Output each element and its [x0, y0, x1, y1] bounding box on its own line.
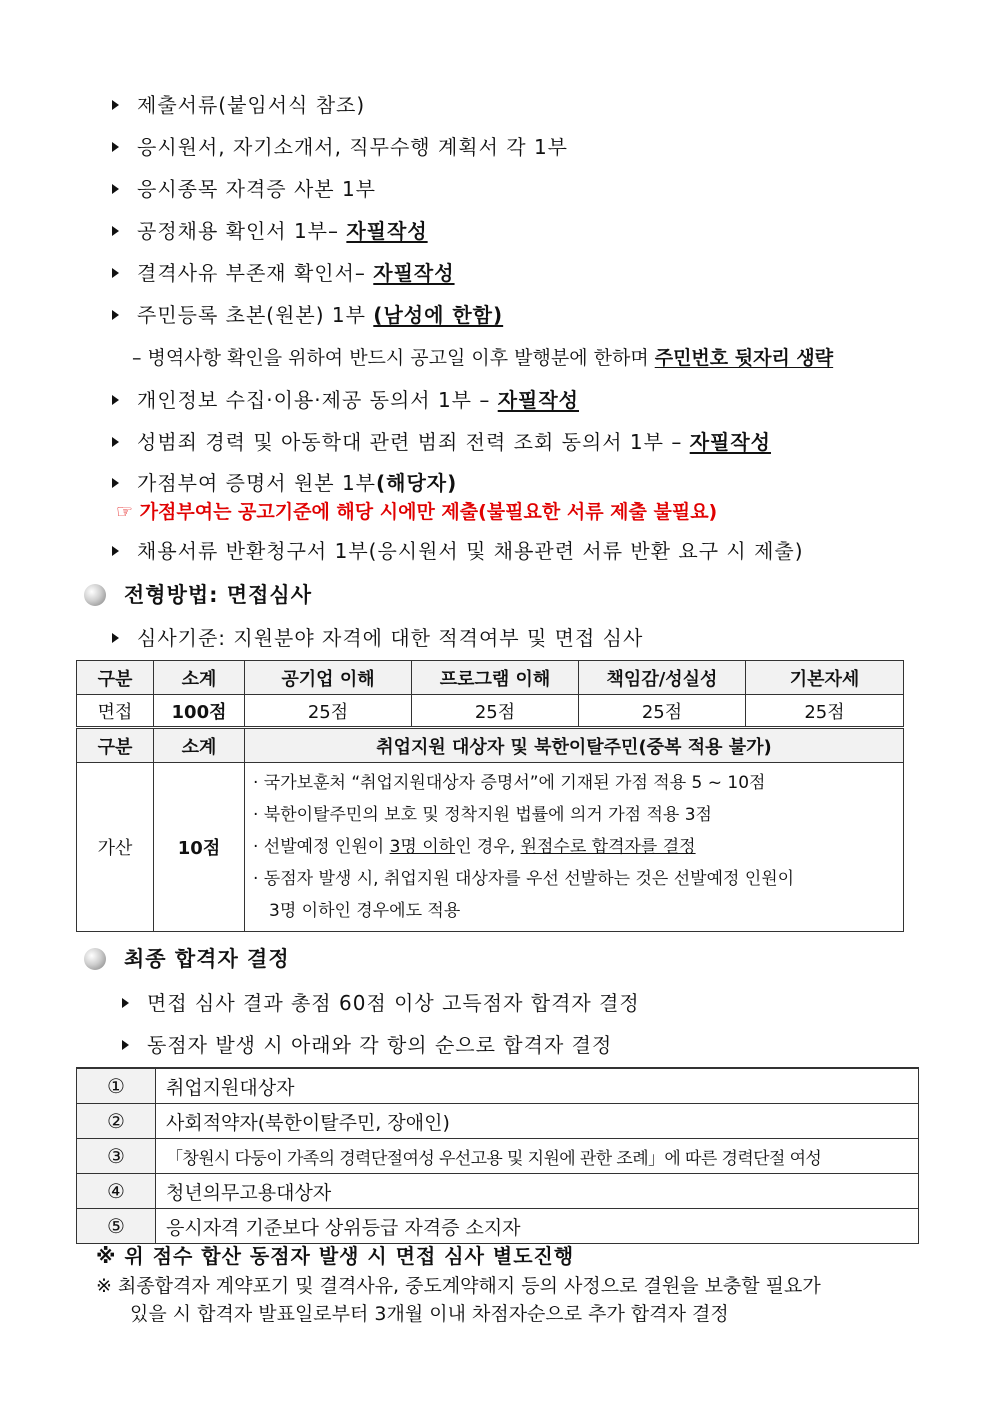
doc-item-resident: 주민등록 초본(원본) 1부 (남성에 한함) — [112, 301, 503, 329]
bullet-triangle-icon — [112, 226, 119, 236]
table-cell: 25점 — [245, 695, 412, 727]
list-item: · 선발예정 인원이 3명 이하인 경우, 원점수로 합격자를 결정 — [253, 837, 696, 857]
list-item: · 동점자 발생 시, 취업지원 대상자를 우선 선발하는 것은 선발예정 인원이 — [253, 869, 795, 889]
method-title: 전형방법: 면접심사 — [124, 583, 312, 607]
bullet-triangle-icon — [112, 310, 119, 320]
rank-number: ② — [77, 1104, 156, 1139]
table-cell: 25점 — [412, 695, 579, 727]
table-row — [77, 1174, 919, 1209]
bullet-triangle-icon — [112, 184, 119, 194]
table-header: 기본자세 — [746, 661, 904, 695]
table-cell: 10점 — [154, 763, 245, 932]
list-item: · 국가보훈처 “취업지원대상자 증명서”에 기재된 가점 적용 5 ~ 10점 — [253, 773, 766, 793]
note-replacement-cont: 있을 시 합격자 발표일로부터 3개월 이내 차점자순으로 추가 합격자 결정 — [130, 1303, 729, 1325]
rank-text: 「창원시 다둥이 가족의 경력단절여성 우선고용 및 지원에 관한 조례」에 따른 경력단절 여성 — [156, 1139, 919, 1174]
table-row — [77, 1104, 919, 1139]
table-cell: 25점 — [579, 695, 746, 727]
bullet-triangle-icon — [112, 437, 119, 447]
bullet-triangle-icon — [112, 100, 119, 110]
table-header: 구분 — [77, 729, 154, 763]
table-cell: 100점 — [154, 695, 245, 727]
list-item: · 북한이탈주민의 보호 및 정착지원 법률에 의거 가점 적용 3점 — [253, 805, 712, 825]
table-header: 프로그램 이해 — [412, 661, 579, 695]
rank-text: 청년의무고용대상자 — [156, 1174, 919, 1209]
table-header: 소계 — [154, 729, 245, 763]
table-header: 소계 — [154, 661, 245, 695]
doc-item-privacy: 개인정보 수집·이용·제공 동의서 1부 – 자필작성 — [112, 386, 579, 414]
table-header: 구분 — [77, 661, 154, 695]
bullet-triangle-icon — [112, 395, 119, 405]
rank-number: ④ — [77, 1174, 156, 1209]
doc-item-fair-hiring: 공정채용 확인서 1부– 자필작성 — [112, 217, 428, 245]
bullet-triangle-icon — [112, 478, 119, 488]
table-cell: 가산 — [77, 763, 154, 932]
table-row — [77, 1068, 919, 1104]
note-replacement: ※ 최종합격자 계약포기 및 결격사유, 중도계약해지 등의 사정으로 결원을 보충할 필요가 — [96, 1275, 821, 1297]
section-ball-icon — [84, 584, 106, 606]
final-item-tie: 동점자 발생 시 아래와 각 항의 순으로 합격자 결정 — [122, 1031, 612, 1059]
table-header: 공기업 이해 — [245, 661, 412, 695]
rank-text: 취업지원대상자 — [156, 1068, 919, 1104]
note-tie-interview: ※ 위 점수 합산 동점자 발생 시 면접 심사 별도진행 — [96, 1244, 575, 1268]
rank-number: ③ — [77, 1139, 156, 1174]
final-item-score: 면접 심사 결과 총점 60점 이상 고득점자 합격자 결정 — [122, 989, 640, 1017]
table-cell: 면접 — [77, 695, 154, 727]
table-row — [77, 1209, 919, 1244]
list-item: 3명 이하인 경우에도 적용 — [269, 901, 461, 921]
method-criteria: 심사기준: 지원분야 자격에 대한 적격여부 및 면접 심사 — [112, 624, 643, 652]
bonus-note: ☞ 가점부여는 공고기준에 해당 시에만 제출(불필요한 서류 제출 불필요) — [116, 501, 718, 523]
doc-item-license: 응시종목 자격증 사본 1부 — [112, 175, 376, 203]
doc-item-bonus: 가점부여 증명서 원본 1부(해당자) — [112, 469, 457, 497]
table-cell: 25점 — [746, 695, 904, 727]
section-ball-icon — [84, 948, 106, 970]
table-header: 책임감/성실성 — [579, 661, 746, 695]
rank-text: 사회적약자(북한이탈주민, 장애인) — [156, 1104, 919, 1139]
bullet-triangle-icon — [112, 142, 119, 152]
bonus-criteria-list — [245, 763, 904, 932]
tie-break-table — [76, 1067, 919, 1244]
doc-item-crime-check: 성범죄 경력 및 아동학대 관련 범죄 전력 조회 동의서 1부 – 자필작성 — [112, 428, 771, 456]
score-table-bonus — [76, 728, 904, 932]
doc-item-return-request: 채용서류 반환청구서 1부(응시원서 및 채용관련 서류 반환 요구 시 제출) — [112, 537, 804, 565]
final-title: 최종 합격자 결정 — [124, 947, 290, 971]
bullet-triangle-icon — [122, 998, 129, 1008]
bullet-triangle-icon — [112, 546, 119, 556]
bullet-triangle-icon — [112, 268, 119, 278]
doc-item-disqualification: 결격사유 부존재 확인서– 자필작성 — [112, 259, 455, 287]
table-header: 취업지원 대상자 및 북한이탈주민(중복 적용 불가) — [245, 729, 904, 763]
rank-number: ⑤ — [77, 1209, 156, 1244]
bullet-triangle-icon — [122, 1040, 129, 1050]
score-table-interview — [76, 660, 904, 727]
rank-number: ① — [77, 1068, 156, 1104]
table-row — [77, 1139, 919, 1174]
rank-text: 응시자격 기준보다 상위등급 자격증 소지자 — [156, 1209, 919, 1244]
docs-heading: 제출서류(붙임서식 참조) — [112, 91, 365, 119]
doc-item-application: 응시원서, 자기소개서, 직무수행 계획서 각 1부 — [112, 133, 568, 161]
bullet-triangle-icon — [112, 633, 119, 643]
doc-item-resident-sub: – 병역사항 확인을 위하여 반드시 공고일 이후 발행분에 한하며 주민번호 뒷자리 생략 — [132, 347, 834, 369]
